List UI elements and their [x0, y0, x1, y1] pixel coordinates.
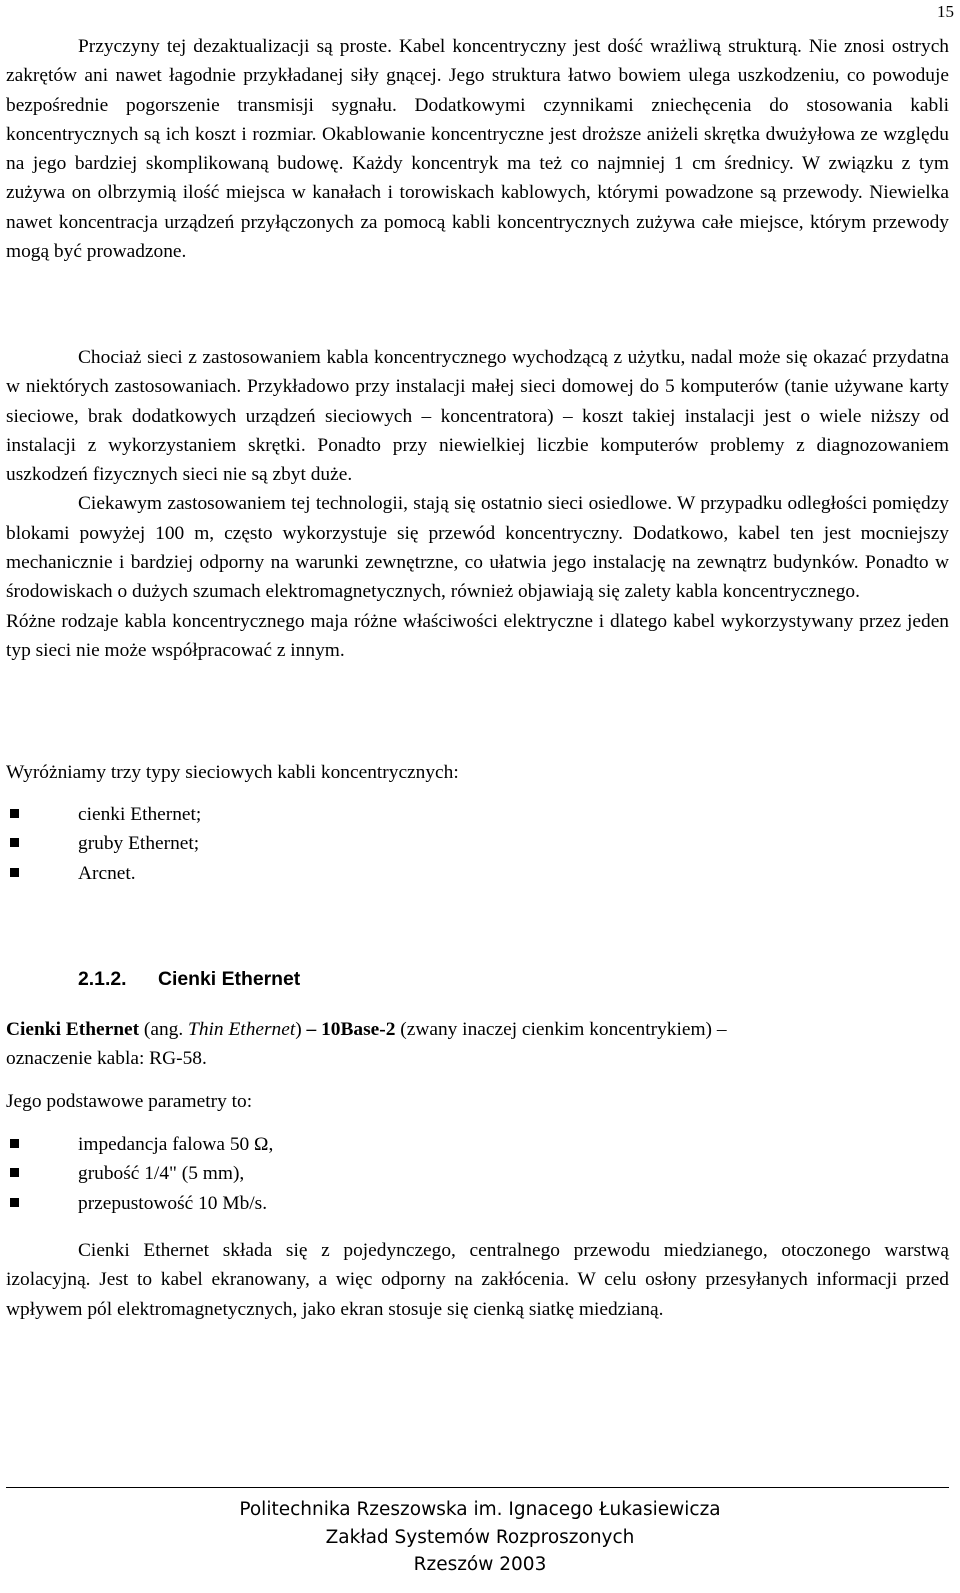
section-heading — [78, 968, 300, 991]
ang-prefix: (ang. — [139, 1019, 189, 1040]
footer — [0, 1496, 960, 1579]
dash: – — [301, 1019, 322, 1040]
list-item — [10, 1189, 273, 1218]
section-title: Cienki Ethernet — [158, 968, 301, 990]
close-paren: ) — [295, 1019, 302, 1040]
english-name: Thin Ethernet — [188, 1019, 296, 1040]
bullet-square-icon — [10, 838, 19, 847]
list-item — [10, 829, 201, 858]
standard-name: 10Base-2 — [321, 1019, 396, 1040]
paragraph-block-one — [6, 32, 949, 266]
bullet-square-icon — [10, 809, 19, 818]
paragraph: Cienki Ethernet składa się z pojedynczego, centralnego przewodu miedzianego, otoczonego warstwą izolacyjną. Jest to kabel ekranowany, a więc odporny na zakłócenia. W celu osłony przesyłanych informacji przed wpływem pól elektromagnetycznych, jako ekran stosuje się cienką siatkę miedzianą. — [6, 1240, 949, 1320]
list-item — [10, 1130, 273, 1159]
params-intro: Jego podstawowe parametry to: — [6, 1091, 253, 1112]
definition-paragraph — [6, 1015, 949, 1074]
list-item-text: grubość 1/4" (5 mm), — [78, 1163, 245, 1185]
paragraph: Przyczyny tej dezaktualizacji są proste. Kabel koncentryczny jest dość wrażliwą strukturą. Nie znosi ostrych zakrętów ani nawet łagodnie przykładanej siły gnącej. Jego struktura łatwo bowiem ulega uszkodzeniu, co powoduje bezpośrednie pogorszenie transmisji sygnału. Dodatkowymi czynnikami zniechęcenia do stosowania kabli koncentrycznych są ich koszt i rozmiar. Okablowanie koncentryczne jest droższe aniżeli skrętka dwużyłowa ze względu na jego bardziej skomplikowaną budowę. Każdy koncentryk ma też co najmniej 1 cm średnicy. W związku z tym zużywa on olbrzymią ilość miejsca w kanałach i torowiskach kablowych, którymi powadzone są przewody. Niewielka nawet koncentracja urządzeń przyłączonych za pomocą kabli koncentrycznych zużywa całe miejsce, którym przewody mogą być prowadzone. — [6, 36, 949, 263]
section-number: 2.1.2. — [78, 968, 127, 990]
list-item — [10, 800, 201, 829]
list-item-text: cienki Ethernet; — [78, 804, 202, 825]
bullet-square-icon — [10, 1139, 19, 1148]
types-list — [10, 800, 201, 888]
alias: (zwany inaczej cienkim koncentrykiem) — [395, 1019, 712, 1040]
bullet-square-icon — [10, 1198, 19, 1207]
paragraph: Różne rodzaje kabla koncentrycznego maja różne właściwości elektryczne i dlatego kabel wykorzystywany przez jeden typ sieci nie może współpracować z innym. — [6, 610, 949, 661]
footer-rule — [6, 1487, 949, 1488]
page-number: 15 — [937, 2, 954, 21]
types-intro: Wyróżniamy trzy typy sieciowych kabli koncentrycznych: — [6, 762, 459, 783]
bullet-square-icon — [10, 1168, 19, 1177]
list-item — [10, 859, 201, 888]
paragraph-block-two — [6, 343, 949, 665]
definition-term: Cienki Ethernet — [6, 1019, 140, 1040]
cable-label: oznaczenie kabla: RG-58. — [6, 1048, 207, 1070]
dash: – — [712, 1019, 727, 1040]
footer-department: Zakład Systemów Rozproszonych — [325, 1526, 635, 1548]
list-item-text: gruby Ethernet; — [78, 833, 200, 855]
params-list — [10, 1130, 273, 1218]
paragraph: Ciekawym zastosowaniem tej technologii, stają się ostatnio sieci osiedlowe. W przypadku odległości pomiędzy blokami powyżej 100 m, często wykorzystuje się przewód koncentryczny. Dodatkowo, kabel ten jest mocniejszy mechanicznie i bardziej odporny na warunki zewnętrzne, co ułatwia jego instalację na zewnątrz budynków. Ponadto w środowiskach o dużych szumach elektromagnetycznych, również objawiają się zalety kabla koncentrycznego. — [6, 493, 949, 603]
footer-city-year: Rzeszów 2003 — [413, 1554, 547, 1575]
list-item — [10, 1159, 273, 1188]
list-item-text: przepustowość 10 Mb/s. — [78, 1192, 268, 1214]
paragraph: Chociaż sieci z zastosowaniem kabla koncentrycznego wychodzącą z użytku, nadal może się okazać przydatna w niektórych zastosowaniach. Przykładowo przy instalacji małej sieci domowej do 5 komputerów (tanie używane karty sieciowe, brak dodatkowych urządzeń sieciowych – koncentratora) – koszt takiej instalacji jest o wiele niższy od instalacji z wykorzystaniem skrętki. Ponadto przy niewielkiej liczbie komputerów problemy z diagnozowaniem uszkodzeń fizycznych sieci nie są zbyt duże. — [6, 347, 949, 486]
bullet-square-icon — [10, 868, 19, 877]
footer-university: Politechnika Rzeszowska im. Ignacego Łukasiewicza — [239, 1499, 721, 1520]
list-item-text: impedancja falowa 50 Ω, — [78, 1134, 274, 1155]
list-item-text: Arcnet. — [78, 862, 136, 884]
paragraph-block-three — [6, 1236, 949, 1324]
